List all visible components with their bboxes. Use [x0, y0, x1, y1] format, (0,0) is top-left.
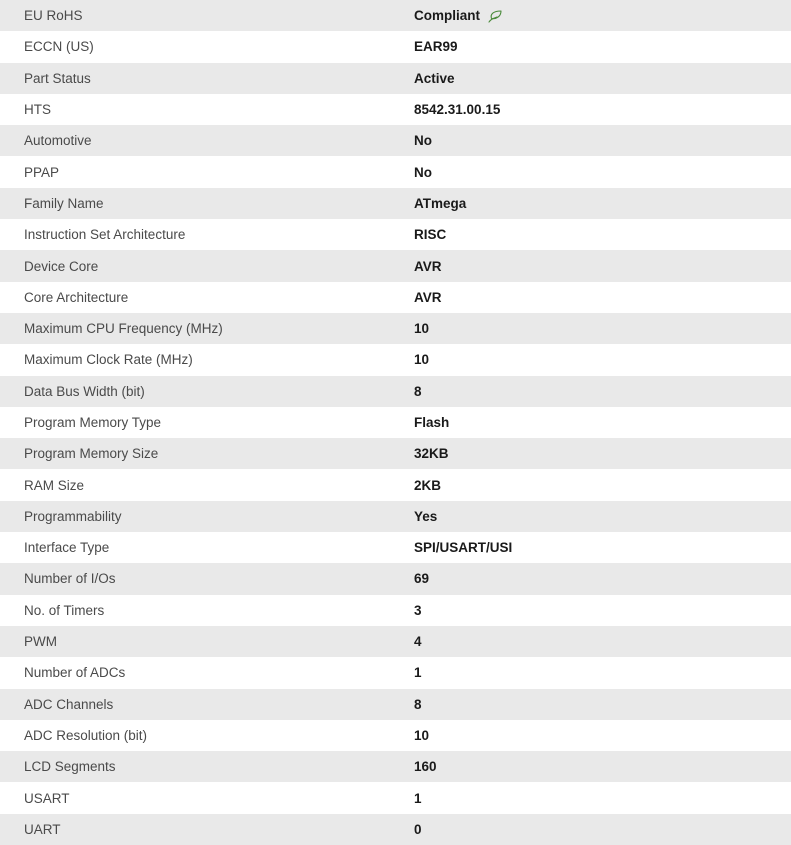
- attribute-label: ECCN (US): [24, 39, 94, 55]
- attribute-value-wrap: [414, 133, 432, 148]
- attribute-value-text: 0: [414, 821, 422, 837]
- attribute-value-text: 1: [414, 665, 422, 681]
- attribute-value-text: 2KB: [414, 477, 442, 493]
- attribute-value-wrap: [414, 39, 458, 54]
- attribute-value-wrap: [414, 259, 442, 274]
- attribute-value-text: 8: [414, 383, 422, 399]
- attribute-label: UART: [24, 821, 61, 837]
- attribute-value-wrap: [414, 384, 422, 399]
- attribute-label: RAM Size: [24, 477, 85, 493]
- table-row: [0, 626, 791, 657]
- table-row: [0, 469, 791, 500]
- table-row: [0, 376, 791, 407]
- attribute-value-text: 8: [414, 696, 422, 712]
- attribute-label: Interface Type: [24, 540, 110, 556]
- attribute-label: Part Status: [24, 70, 91, 86]
- attribute-value-text: 8542.31.00.15: [414, 102, 501, 118]
- attribute-value: [392, 94, 791, 125]
- attribute-value-text: 3: [414, 602, 422, 618]
- attribute-value: [392, 63, 791, 94]
- attribute-value-text: Flash: [414, 415, 450, 430]
- attribute-label: Automotive: [24, 133, 92, 149]
- attribute-value: [392, 156, 791, 187]
- attribute-value: [392, 188, 791, 219]
- attribute-value-wrap: [414, 165, 432, 180]
- attribute-label: Family Name: [24, 195, 104, 211]
- table-row: [0, 282, 791, 313]
- attribute-value-wrap: [414, 540, 512, 555]
- attribute-value-text: AVR: [414, 258, 442, 274]
- attribute-value-wrap: [414, 196, 466, 211]
- attribute-value-text: Active: [414, 70, 455, 86]
- table-row: [0, 751, 791, 782]
- table-row: [0, 0, 791, 31]
- attribute-value-wrap: [414, 352, 429, 367]
- attribute-value-wrap: [414, 102, 500, 117]
- attribute-value-wrap: [414, 509, 437, 524]
- attribute-label: ADC Channels: [24, 696, 114, 712]
- attribute-value: [392, 626, 791, 657]
- attribute-label: Programmability: [24, 508, 122, 524]
- table-row: [0, 31, 791, 62]
- attribute-value: [392, 438, 791, 469]
- table-row: [0, 219, 791, 250]
- attribute-value-text: 4: [414, 634, 422, 650]
- attribute-value: [392, 31, 791, 62]
- attribute-label: Maximum Clock Rate (MHz): [24, 352, 193, 368]
- attribute-value: [392, 469, 791, 500]
- attribute-value: [392, 751, 791, 782]
- attribute-value-wrap: [414, 321, 429, 336]
- attribute-value-wrap: [414, 822, 422, 837]
- attribute-label: Data Bus Width (bit): [24, 383, 145, 399]
- attribute-label: EU RoHS: [24, 8, 83, 24]
- table-row: [0, 94, 791, 125]
- attribute-value-text: ATmega: [414, 195, 467, 211]
- attribute-value: [392, 782, 791, 813]
- attribute-label: No. of Timers: [24, 602, 105, 618]
- attribute-label: PPAP: [24, 164, 60, 180]
- attribute-value: [392, 595, 791, 626]
- attribute-value-wrap: [414, 634, 422, 649]
- table-row: [0, 156, 791, 187]
- attribute-label: LCD Segments: [24, 759, 116, 775]
- attribute-value-wrap: [414, 71, 455, 86]
- table-row: [0, 720, 791, 751]
- attribute-value: [392, 219, 791, 250]
- attribute-value: [392, 657, 791, 688]
- attribute-value: [392, 0, 791, 31]
- attribute-value-text: 10: [414, 727, 430, 743]
- attribute-value: [392, 689, 791, 720]
- attribute-value-text: SPI/USART/USI: [414, 540, 513, 556]
- attribute-value-text: 10: [414, 321, 430, 337]
- attribute-value-text: No: [414, 164, 432, 180]
- attribute-value: [392, 313, 791, 344]
- table-row: [0, 63, 791, 94]
- attribute-value-wrap: [414, 791, 422, 806]
- attribute-value-text: EAR99: [414, 39, 458, 55]
- attribute-value-text: 1: [414, 790, 422, 806]
- table-row: [0, 501, 791, 532]
- attribute-label: Number of I/Os: [24, 571, 116, 587]
- table-row: [0, 250, 791, 281]
- table-row: [0, 563, 791, 594]
- table-row: [0, 188, 791, 219]
- attribute-value-wrap: [414, 227, 446, 242]
- table-row: [0, 344, 791, 375]
- attribute-label: Number of ADCs: [24, 665, 126, 681]
- attribute-value-wrap: [414, 446, 449, 461]
- attribute-value-wrap: [414, 478, 441, 493]
- attribute-value-wrap: [414, 8, 502, 23]
- attribute-label: Device Core: [24, 258, 99, 274]
- table-row: [0, 657, 791, 688]
- attribute-value: [392, 376, 791, 407]
- attribute-value-text: No: [414, 133, 432, 149]
- table-row: [0, 407, 791, 438]
- table-row: [0, 595, 791, 626]
- attribute-value-wrap: [414, 728, 429, 743]
- attribute-value: [392, 407, 791, 438]
- attribute-value-text: RISC: [414, 227, 447, 243]
- attribute-value-wrap: [414, 415, 449, 430]
- attribute-value-text: 10: [414, 352, 430, 368]
- table-row: [0, 782, 791, 813]
- attribute-value-text: AVR: [414, 289, 442, 305]
- attribute-value: [392, 720, 791, 751]
- attribute-label: PWM: [24, 634, 57, 650]
- attribute-value-wrap: [414, 603, 422, 618]
- table-row: [0, 125, 791, 156]
- attribute-value-wrap: [414, 571, 429, 586]
- attribute-value-wrap: [414, 290, 442, 305]
- attribute-value-text: 69: [414, 571, 430, 587]
- attribute-value-text: 32KB: [414, 446, 449, 462]
- attribute-value-wrap: [414, 665, 422, 680]
- attribute-value: [392, 250, 791, 281]
- attribute-value-text: Compliant: [414, 8, 480, 24]
- leaf-icon: [488, 10, 502, 23]
- attribute-label: Maximum CPU Frequency (MHz): [24, 321, 223, 337]
- attribute-value: [392, 344, 791, 375]
- table-row: [0, 532, 791, 563]
- attribute-label: USART: [24, 790, 70, 806]
- attribute-value-text: 160: [414, 759, 437, 775]
- attribute-value-wrap: [414, 759, 437, 774]
- table-row: [0, 313, 791, 344]
- table-row: [0, 814, 791, 845]
- attribute-value-text: Yes: [414, 508, 438, 524]
- attribute-value: [392, 532, 791, 563]
- table-row: [0, 689, 791, 720]
- attribute-label: HTS: [24, 102, 51, 118]
- attribute-label: Program Memory Size: [24, 446, 159, 462]
- attribute-value: [392, 282, 791, 313]
- attribute-label: Program Memory Type: [24, 415, 162, 430]
- table-row: [0, 438, 791, 469]
- attribute-label: ADC Resolution (bit): [24, 727, 148, 743]
- attribute-value: [392, 814, 791, 845]
- attribute-value-wrap: [414, 697, 422, 712]
- attribute-label: Instruction Set Architecture: [24, 227, 186, 243]
- attribute-value: [392, 125, 791, 156]
- attribute-label: Core Architecture: [24, 289, 129, 305]
- attribute-value: [392, 501, 791, 532]
- attribute-value: [392, 563, 791, 594]
